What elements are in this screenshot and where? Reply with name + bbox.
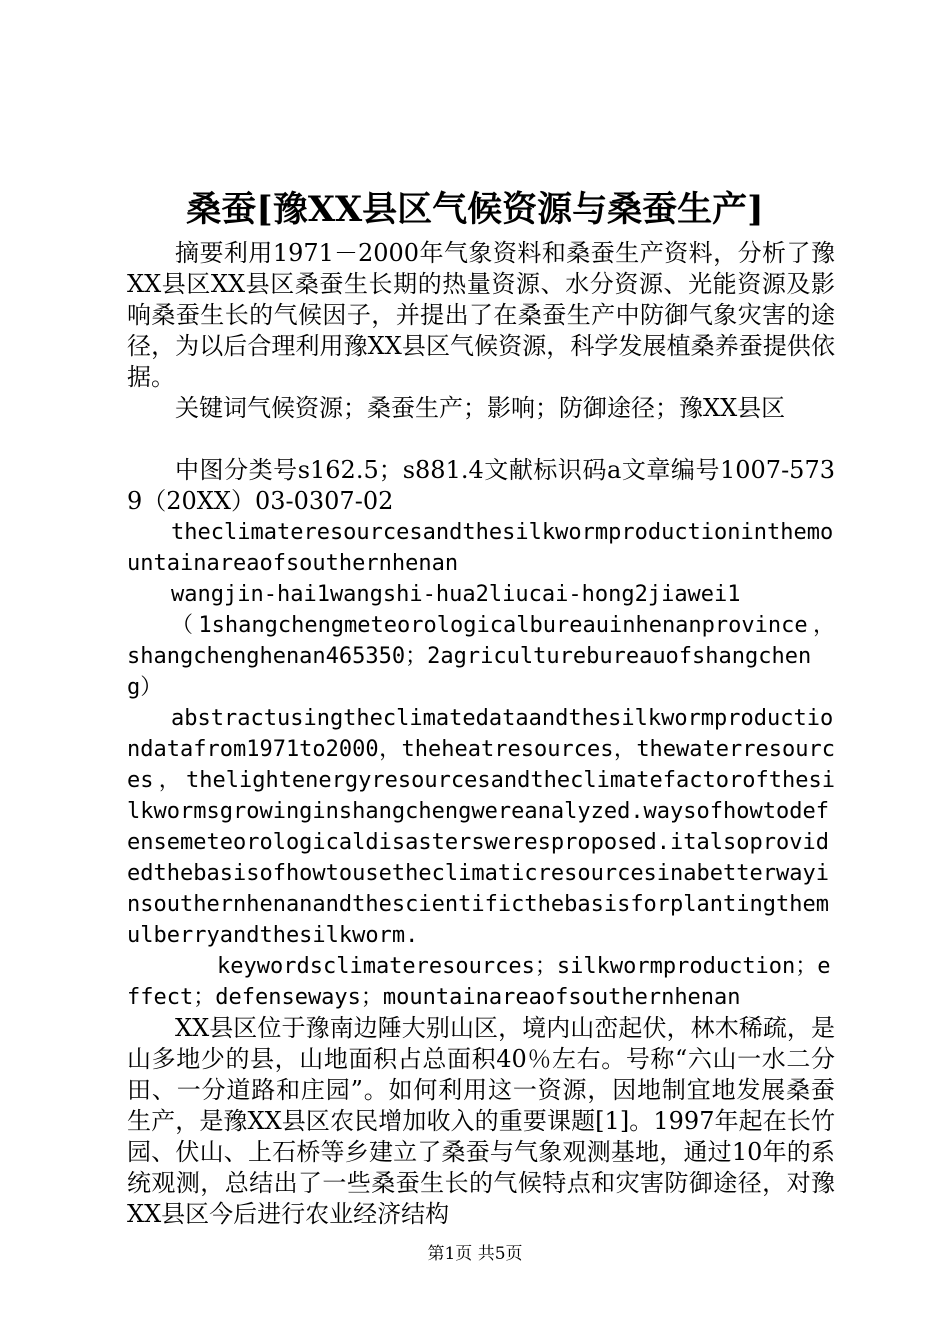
authors-paragraph: wangjin-hai1wangshi-hua2liucai-hong2jiawei1 bbox=[171, 582, 741, 607]
intro-paragraph: XX县区位于豫南边陲大别山区，境内山峦起伏，林木稀疏，是山多地少的县，山地面积占总面积40％左右。号称“六山一水二分田、一分道路和庄园”。如何利用这一资源，因地制宜地发展桑蚕生产，是豫XX县区农民增加收入的重要课题[1]。1997年起在长竹园、伏山、上石桥等乡建立了桑蚕与气象观测基地，通过10年的系统观测，总结出了一些桑蚕生长的气候特点和灾害防御途径，对豫XX县区今后进行农业经济结构 bbox=[127, 1014, 835, 1228]
english-abstract-paragraph: abstractusingtheclimatedataandthesilkwormproductiondatafrom1971to2000，theheatresources，thewaterresources，thelightenergyresourcesandtheclimatefactorofthesilkwormsgrowinginshangchengwereanalyzed.waysofhowtodefensemeteorologicaldisastersweresproposed.italsoprovidedthebasisofhowtousetheclimaticresourcesinabetterwayinsouthernhenanandthescientificthebasisforplantingthemulberryandthesilkworm. bbox=[127, 706, 835, 948]
paragraph-gap bbox=[127, 424, 835, 455]
document-title: 桑蚕[豫XX县区气候资源与桑蚕生产] bbox=[186, 189, 764, 230]
document-body bbox=[127, 238, 835, 1230]
keywords-paragraph: 关键词气候资源；桑蚕生产；影响；防御途径；豫XX县区 bbox=[175, 394, 786, 422]
english-keywords-paragraph: keywordsclimateresources；silkwormproduction；effect；defenseways；mountainareaofsouthernhenan bbox=[127, 954, 831, 1010]
abstract-paragraph: 摘要利用1971－2000年气象资料和桑蚕生产资料，分析了豫XX县区XX县区桑蚕生长期的热量资源、水分资源、光能资源及影响桑蚕生长的气候因子，并提出了在桑蚕生产中防御气象灾害的途径，为以后合理利用豫XX县区气候资源，科学发展植桑养蚕提供依据。 bbox=[127, 239, 835, 391]
english-title-paragraph: theclimateresourcesandthesilkwormproductioninthemountainareaofsouthernhenan bbox=[127, 520, 834, 576]
classification-paragraph: 中图分类号s162.5；s881.4文献标识码a文章编号1007-5739（20XX）03-0307-02 bbox=[127, 456, 835, 515]
affiliation-paragraph: （1shangchengmeteorologicalbureauinhenanprovince，shangchenghenan465350；2agriculturebureauofshangcheng） bbox=[127, 613, 835, 700]
page-footer: 第1页 共5页 bbox=[427, 1244, 523, 1264]
